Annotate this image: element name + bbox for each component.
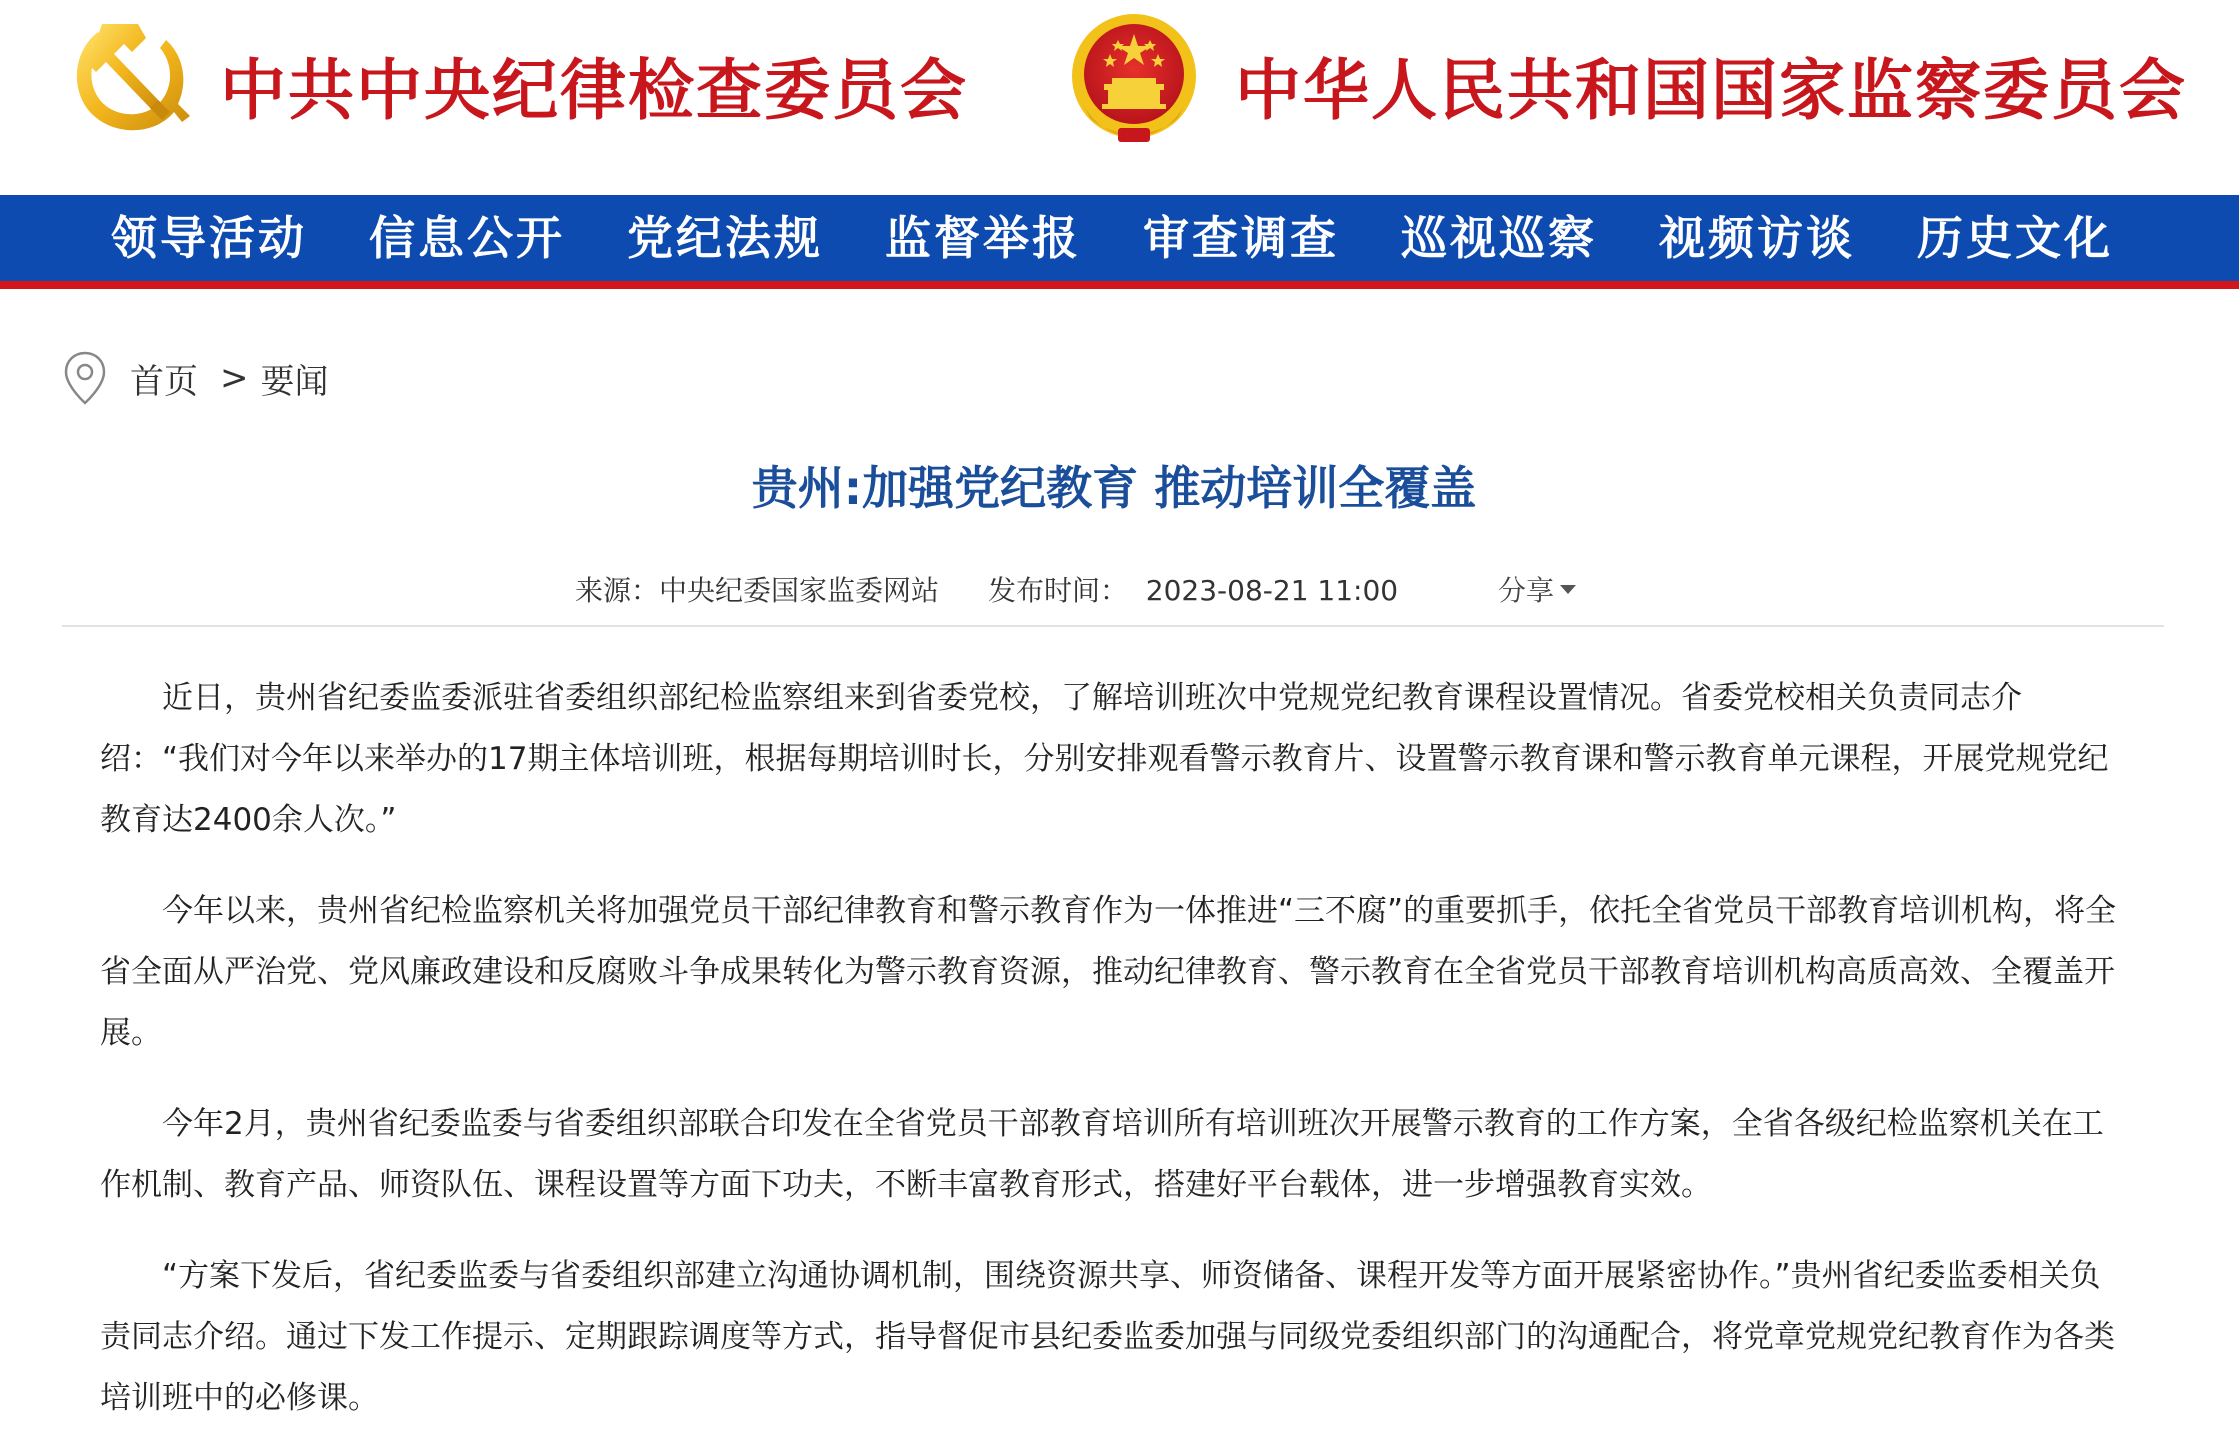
nav-item-party-regulations[interactable]: 党纪法规: [627, 211, 823, 265]
nav-item-inspection-tours[interactable]: 巡视巡察: [1401, 211, 1597, 265]
article-title: 贵州:加强党纪教育 推动培训全覆盖: [751, 461, 1477, 515]
nav-item-review-investigation[interactable]: 审查调查: [1143, 211, 1339, 265]
chevron-down-icon: [1560, 585, 1576, 594]
site-header: [0, 0, 2239, 195]
ccdi-site-title[interactable]: 中共中央纪律检查委员会: [220, 51, 968, 129]
nav-item-supervision-reporting[interactable]: 监督举报: [885, 211, 1081, 265]
breadcrumb-separator: >: [220, 358, 249, 398]
national-emblem-icon[interactable]: [1068, 10, 1200, 148]
nav-item-video-interviews[interactable]: 视频访谈: [1659, 211, 1855, 265]
article-body: [100, 668, 2120, 1433]
main-navigation: [0, 195, 2239, 289]
article-paragraph: 近日，贵州省纪委监委派驻省委组织部纪检监察组来到省委党校，了解培训班次中党规党纪教育课程设置情况。省委党校相关负责同志介绍：“我们对今年以来举办的17期主体培训班，根据每期培训时长，分别安排观看警示教育片、设置警示教育课和警示教育单元课程，开展党规党纪教育达2400余人次。”: [100, 680, 2109, 838]
nav-item-history-culture[interactable]: 历史文化: [1917, 211, 2113, 265]
article-publish-time: 发布时间： 2023-08-21 11:00: [988, 574, 1399, 607]
article-source: 来源：中央纪委国家监委网站: [575, 574, 940, 607]
breadcrumb-home-link[interactable]: 首页: [130, 361, 198, 402]
article-paragraph: 今年2月，贵州省纪委监委与省委组织部联合印发在全省党员干部教育培训所有培训班次开展警示教育的工作方案，全省各级纪检监察机关在工作机制、教育产品、师资队伍、课程设置等方面下功夫，不断丰富教育形式，搭建好平台载体，进一步增强教育实效。: [100, 1106, 2104, 1203]
party-emblem-icon[interactable]: [62, 12, 192, 142]
nsc-site-title[interactable]: 中华人民共和国国家监察委员会: [1235, 51, 2187, 129]
article-paragraph: “方案下发后，省纪委监委与省委组织部建立沟通协调机制，围绕资源共享、师资储备、课程开发等方面开展紧密协作。”贵州省纪委监委相关负责同志介绍。通过下发工作提示、定期跟踪调度等方式，指导督促市县纪委监委加强与同级党委组织部门的沟通配合，将党章党规党纪教育作为各类培训班中的必修课。: [100, 1258, 2115, 1416]
breadcrumb: [62, 348, 329, 408]
share-label: 分享: [1498, 574, 1555, 607]
location-pin-icon: [62, 350, 108, 406]
share-button[interactable]: [1498, 566, 1576, 616]
breadcrumb-current-link[interactable]: 要闻: [260, 361, 329, 402]
nav-item-information-disclosure[interactable]: 信息公开: [369, 211, 565, 265]
nav-list: [80, 195, 2144, 281]
nav-item-leadership-activities[interactable]: 领导活动: [111, 211, 307, 265]
article-meta: [0, 566, 2239, 616]
header-divider: [62, 625, 2164, 627]
article-paragraph: 今年以来，贵州省纪检监察机关将加强党员干部纪律教育和警示教育作为一体推进“三不腐”的重要抓手，依托全省党员干部教育培训机构，将全省全面从严治党、党风廉政建设和反腐败斗争成果转化为警示教育资源，推动纪律教育、警示教育在全省党员干部教育培训机构高质高效、全覆盖开展。: [100, 893, 2117, 1051]
